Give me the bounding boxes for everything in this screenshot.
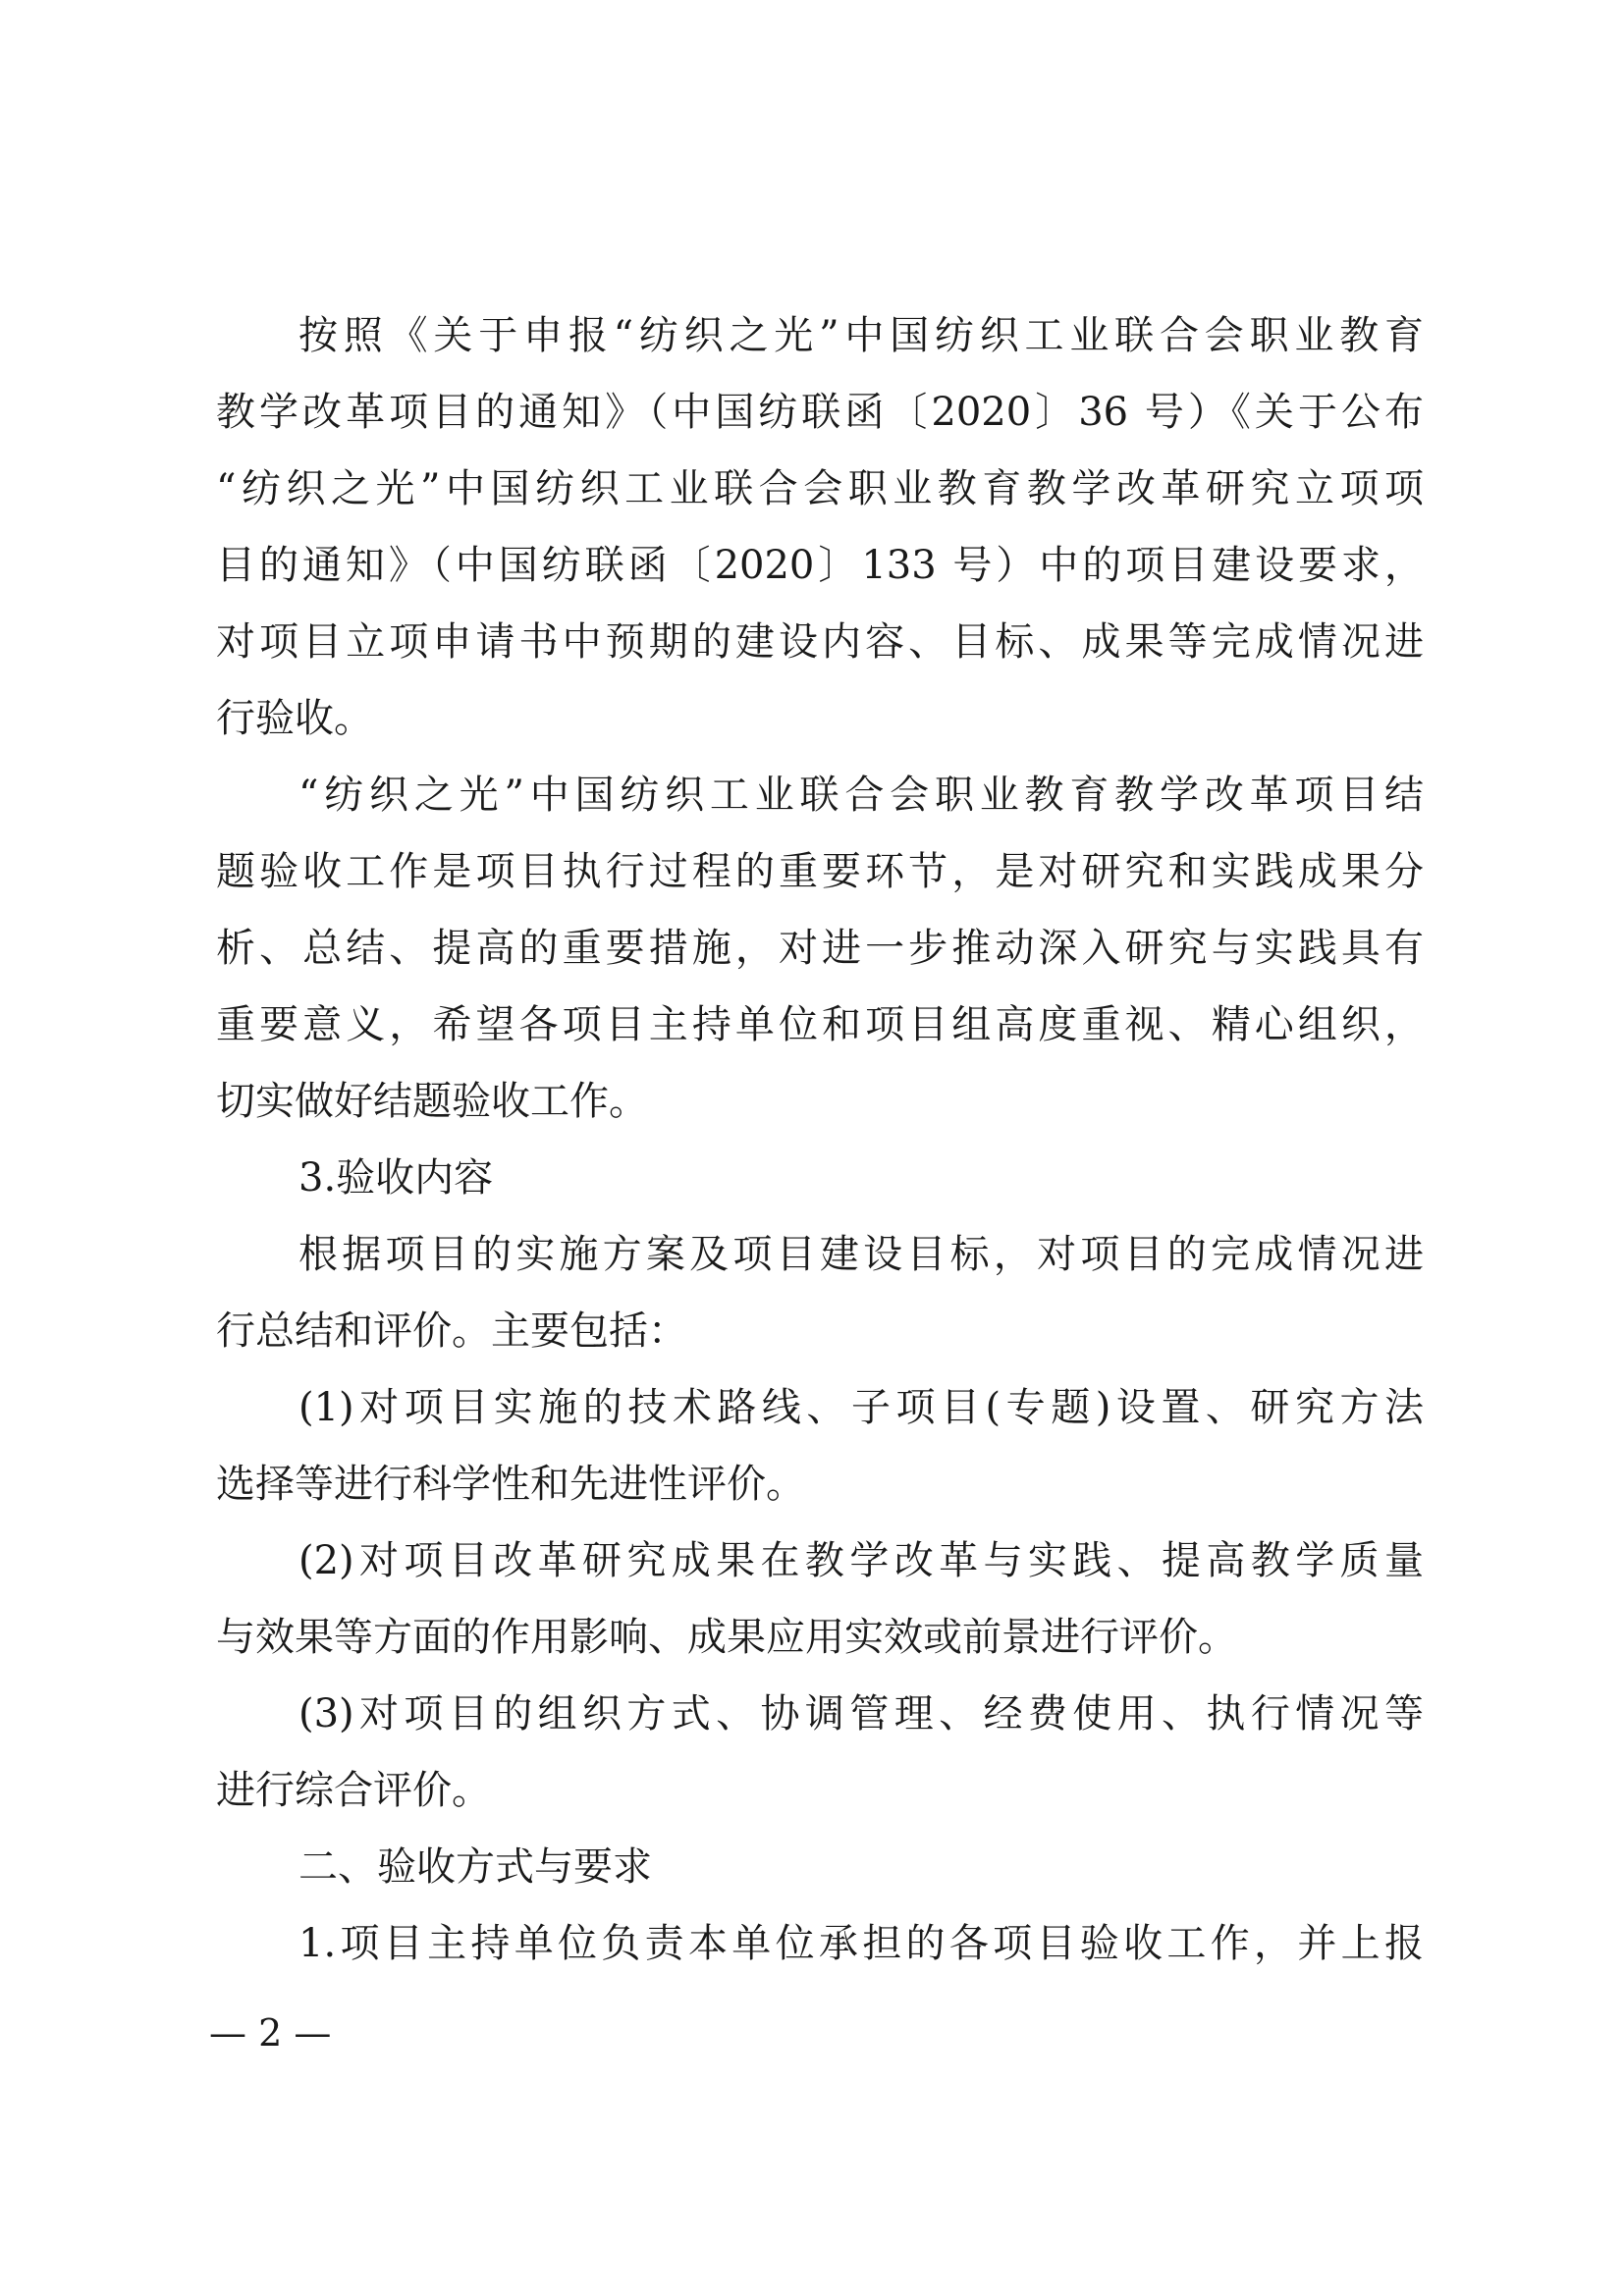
text-line: 析、总结、提高的重要措施，对进一步推动深入研究与实践具有 <box>216 926 1424 971</box>
text-line: “纺织之光”中国纺织工业联合会职业教育教学改革研究立项项 <box>216 466 1424 511</box>
list-item-line: 进行综合评价。 <box>216 1768 491 1813</box>
text-line: 行验收。 <box>216 696 373 741</box>
text-line: 1.项目主持单位负责本单位承担的各项目验收工作，并上报 <box>298 1921 1424 1966</box>
text-line: 切实做好结题验收工作。 <box>216 1079 648 1124</box>
list-item-line: 选择等进行科学性和先进性评价。 <box>216 1462 805 1507</box>
text-line: 教学改革项目的通知》（中国纺联函〔2020〕36 号）《关于公布 <box>216 390 1424 435</box>
list-item-line: (3)对项目的组织方式、协调管理、经费使用、执行情况等 <box>298 1691 1424 1736</box>
text-line: “纺织之光”中国纺织工业联合会职业教育教学改革项目结 <box>298 773 1424 818</box>
section-heading: 3.验收内容 <box>298 1155 494 1201</box>
list-item-line: (1)对项目实施的技术路线、子项目(专题)设置、研究方法 <box>298 1385 1424 1430</box>
text-line: 行总结和评价。主要包括： <box>216 1308 687 1354</box>
page-number: — 2 — <box>209 2011 332 2055</box>
text-line: 题验收工作是项目执行过程的重要环节，是对研究和实践成果分 <box>216 849 1424 894</box>
section-heading: 二、验收方式与要求 <box>298 1844 652 1890</box>
text-line: 目的通知》（中国纺联函〔2020〕133 号）中的项目建设要求， <box>216 543 1424 588</box>
text-line: 对项目立项申请书中预期的建设内容、目标、成果等完成情况进 <box>216 619 1424 665</box>
list-item-line: (2)对项目改革研究成果在教学改革与实践、提高教学质量 <box>298 1538 1424 1583</box>
body-text <box>216 297 1424 1982</box>
list-item-line: 与效果等方面的作用影响、成果应用实效或前景进行评价。 <box>216 1615 1237 1660</box>
text-line: 按照《关于申报“纺织之光”中国纺织工业联合会职业教育 <box>298 313 1424 358</box>
text-line: 根据项目的实施方案及项目建设目标，对项目的完成情况进 <box>298 1232 1424 1277</box>
text-line: 重要意义，希望各项目主持单位和项目组高度重视、精心组织， <box>216 1002 1424 1047</box>
